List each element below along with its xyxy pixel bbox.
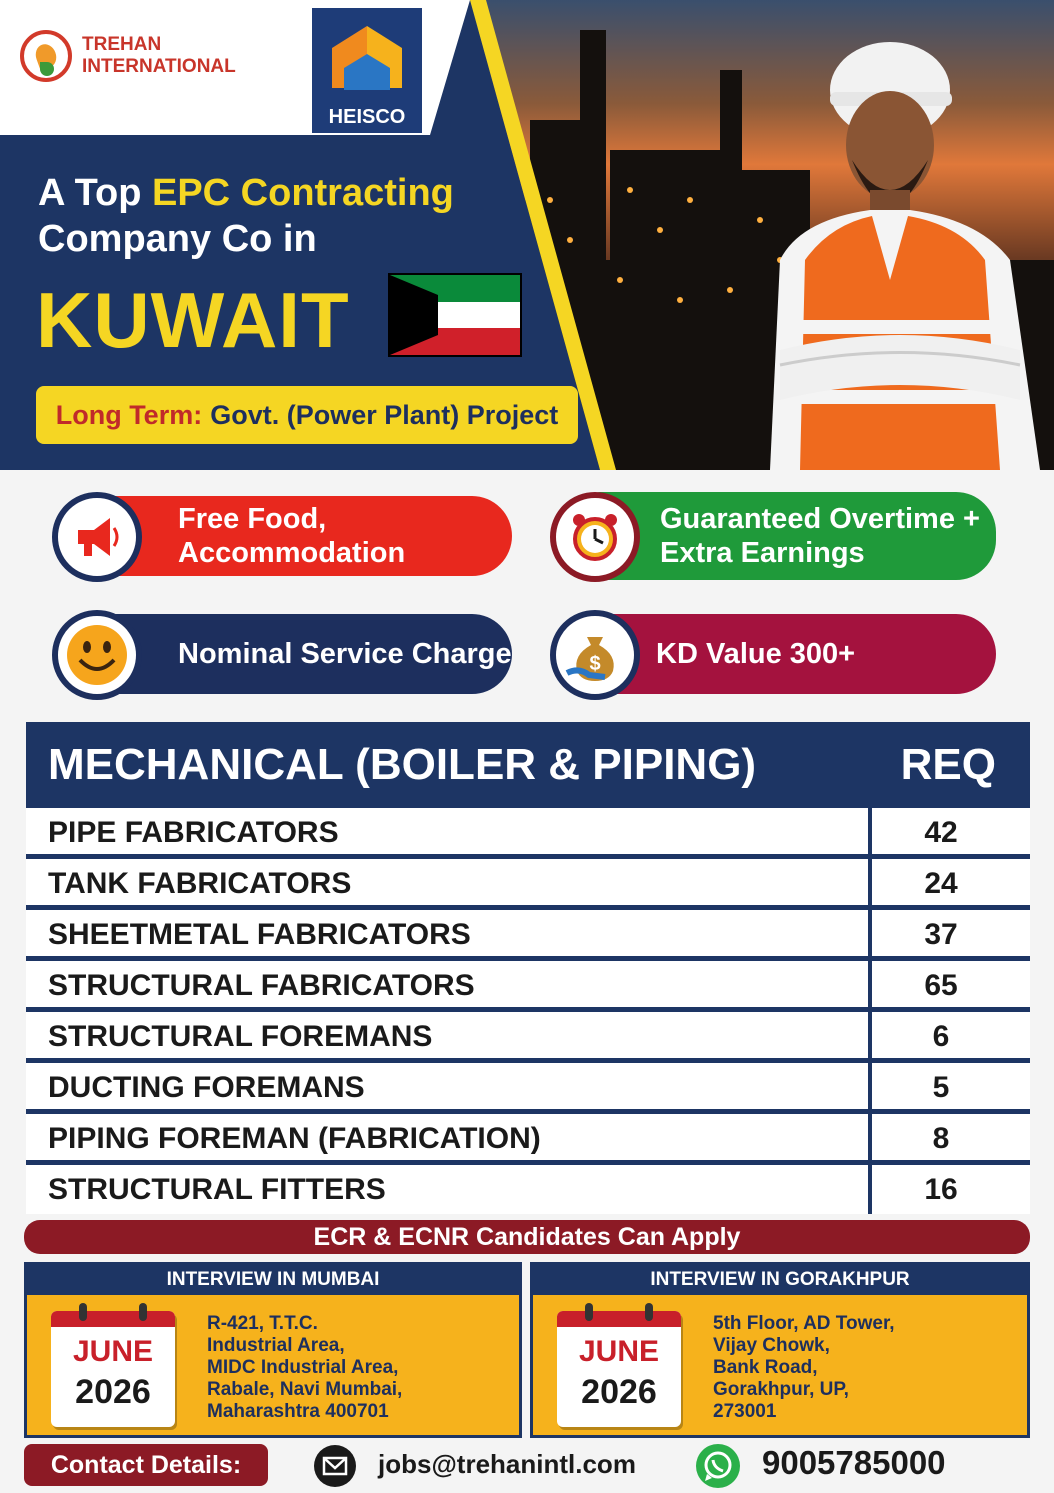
position-req: 16: [924, 1173, 958, 1206]
heisco-emblem-icon: [322, 18, 412, 98]
interview-month: JUNE: [578, 1335, 660, 1368]
benefit-overtime: [550, 496, 996, 576]
email-link[interactable]: jobs@trehanintl.com: [378, 1449, 636, 1479]
heisco-logo: [312, 8, 422, 133]
benefit-text: Nominal Service Charge: [178, 638, 512, 670]
interview-title: INTERVIEW IN GORAKHPUR: [533, 1265, 1027, 1295]
heisco-label: HEISCO: [328, 106, 406, 128]
table-row: [26, 910, 1030, 959]
table-row: [26, 1165, 1030, 1214]
term-text: Govt. (Power Plant) Project: [210, 399, 559, 430]
calendar-icon: [557, 1311, 681, 1427]
position-name: DUCTING FOREMANS: [48, 1071, 365, 1104]
interview-mumbai: [24, 1262, 522, 1438]
interview-title: INTERVIEW IN MUMBAI: [27, 1265, 519, 1295]
country-title: KUWAIT: [36, 276, 350, 364]
trehan-logo: [20, 30, 236, 82]
project-term-badge: [36, 386, 578, 444]
table-row: [26, 1012, 1030, 1061]
position-name: PIPING FOREMAN (FABRICATION): [48, 1122, 541, 1155]
svg-text:$: $: [589, 653, 601, 675]
position-name: STRUCTURAL FABRICATORS: [48, 969, 475, 1002]
requirements-table: [26, 722, 1030, 1214]
benefit-kd-value: [550, 614, 996, 694]
megaphone-icon: [52, 492, 142, 582]
interview-address: R-421, T.T.C. Industrial Area, MIDC Industrial Area, Rabale, Navi Mumbai, Maharashtra 400701: [207, 1313, 403, 1422]
interview-gorakhpur: [530, 1262, 1030, 1438]
mail-icon: [314, 1445, 356, 1487]
interview-year: 2026: [75, 1373, 151, 1411]
headline-highlight: EPC Contracting: [151, 172, 454, 214]
interview-year: 2026: [581, 1373, 657, 1411]
phone-link[interactable]: 9005785000: [762, 1444, 946, 1481]
position-name: SHEETMETAL FABRICATORS: [48, 918, 471, 951]
benefit-food-accommodation: [52, 496, 512, 576]
benefit-pill: [92, 614, 512, 694]
table-header-req: REQ: [900, 740, 996, 789]
table-header-title: MECHANICAL (BOILER & PIPING): [48, 740, 757, 789]
position-name: PIPE FABRICATORS: [48, 816, 339, 849]
eligibility-banner: ECR & ECNR Candidates Can Apply: [24, 1220, 1030, 1254]
position-req: 42: [924, 816, 958, 849]
benefit-text-line-2: Extra Earnings: [660, 537, 865, 569]
position-name: STRUCTURAL FITTERS: [48, 1173, 386, 1206]
interview-month: JUNE: [72, 1335, 154, 1368]
table-row: [26, 1063, 1030, 1112]
headline-line-2: Company Co in: [38, 218, 317, 260]
position-req: 24: [924, 867, 958, 900]
smiley-icon: [52, 610, 142, 700]
benefit-text: KD Value 300+: [656, 638, 856, 670]
headline-pre: A Top: [38, 172, 152, 214]
benefit-text: Free Food, Accommodation: [178, 503, 406, 569]
brand-line-2: INTERNATIONAL: [82, 56, 236, 77]
benefit-service-charge: [52, 614, 512, 694]
benefit-pill: [590, 614, 996, 694]
table-header: [26, 722, 1030, 806]
position-req: 37: [924, 918, 958, 951]
benefit-text-line-1: Guaranteed Overtime +: [660, 503, 980, 535]
table-row: [26, 1114, 1030, 1163]
contact-label: Contact Details:: [24, 1444, 268, 1486]
calendar-icon: [51, 1311, 175, 1427]
position-name: TANK FABRICATORS: [48, 867, 352, 900]
brand-line-1: TREHAN: [82, 34, 162, 55]
table-row: [26, 859, 1030, 908]
interview-address: 5th Floor, AD Tower, Vijay Chowk, Bank Road, Gorakhpur, UP, 273001: [713, 1313, 895, 1422]
money-bag-icon: [550, 610, 640, 700]
whatsapp-icon: [696, 1444, 740, 1488]
trehan-emblem-icon: [20, 30, 72, 82]
kuwait-flag-icon: [388, 273, 522, 357]
benefit-pill: [92, 496, 512, 576]
position-req: 6: [932, 1020, 950, 1053]
benefit-pill: [590, 492, 996, 580]
hero-banner: [0, 0, 1054, 470]
position-req: 65: [924, 969, 958, 1002]
headline: [38, 170, 454, 262]
term-label: Long Term:: [55, 399, 203, 430]
alarm-clock-icon: [550, 492, 640, 582]
position-req: 8: [932, 1122, 950, 1155]
table-row: [26, 808, 1030, 857]
position-name: STRUCTURAL FOREMANS: [48, 1020, 433, 1053]
position-req: 5: [932, 1071, 950, 1104]
table-row: [26, 961, 1030, 1010]
worker-photo: [760, 20, 1050, 470]
